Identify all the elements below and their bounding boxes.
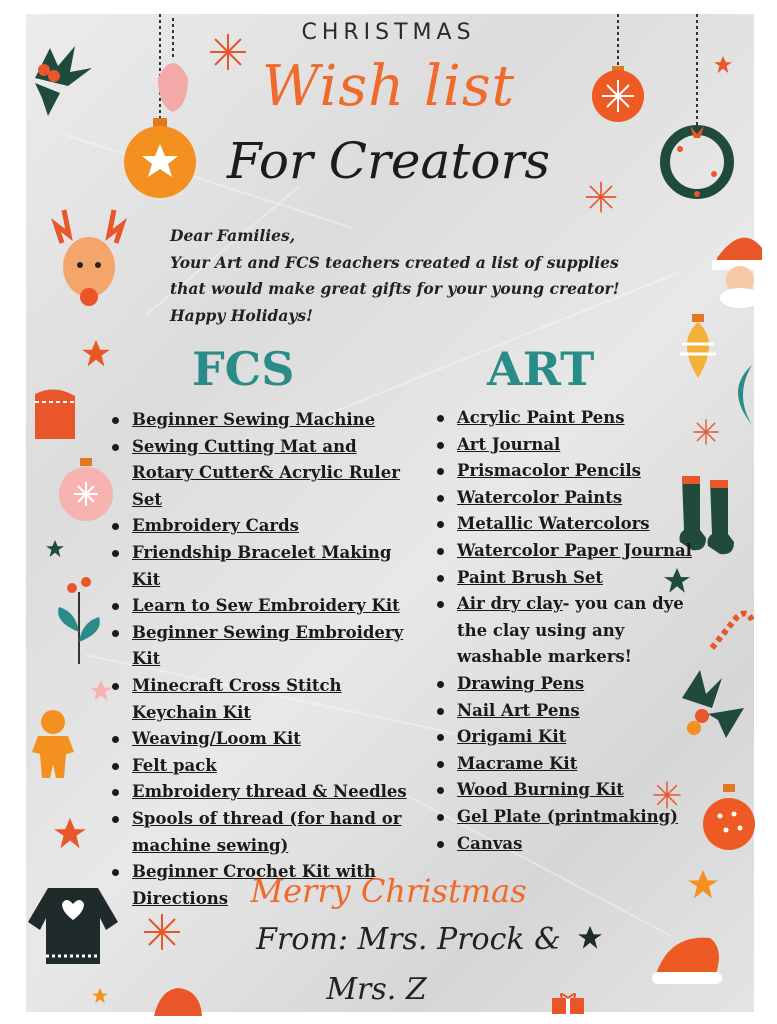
item-link[interactable]: Learn to Sew Embroidery Kit <box>132 596 400 616</box>
item-link[interactable]: Wood Burning Kit <box>457 780 624 800</box>
item-link[interactable]: Embroidery Cards <box>132 516 299 536</box>
item-link[interactable]: Watercolor Paints <box>457 487 623 507</box>
ornament-striped-icon <box>676 314 720 380</box>
item-link-air-dry-clay[interactable]: Air dry clay <box>457 594 563 614</box>
star-icon <box>90 680 112 702</box>
fcs-heading: FCS <box>192 342 295 396</box>
item-link[interactable]: Prismacolor Pencils <box>457 461 641 481</box>
item-link[interactable]: Art Journal <box>457 434 561 454</box>
mitten-icon <box>30 384 80 444</box>
list-item <box>437 405 697 432</box>
letter-line: Dear Families, <box>170 226 296 245</box>
list-item <box>112 513 422 540</box>
list-item <box>437 831 697 858</box>
list-item <box>112 673 422 726</box>
item-link[interactable]: Watercolor Paper Journal <box>457 540 692 560</box>
list-item <box>112 434 422 514</box>
list-item <box>112 753 422 780</box>
intro-letter <box>170 223 630 329</box>
list-item <box>437 432 697 459</box>
leaf-icon <box>724 360 754 430</box>
item-link[interactable]: Gel Plate (printmaking) <box>457 806 678 826</box>
item-link[interactable]: Canvas <box>457 833 523 853</box>
list-item <box>437 538 697 565</box>
fcs-list <box>112 407 422 912</box>
list-item <box>437 458 697 485</box>
merry-christmas: Merry Christmas <box>250 872 527 910</box>
item-link[interactable]: Felt pack <box>132 755 217 775</box>
item-link[interactable]: Origami Kit <box>457 727 567 747</box>
item-link[interactable]: Sewing Cutting Mat and Rotary Cutter& Acrylic Ruler Set <box>132 436 400 509</box>
list-item <box>112 620 422 673</box>
list-item <box>437 485 697 512</box>
list-item <box>437 511 697 538</box>
letter-line: Your Art and FCS teachers created a list of supplies <box>170 252 619 272</box>
item-link[interactable]: Beginner Crochet Kit with Directions <box>132 862 376 908</box>
reindeer-icon <box>44 205 134 315</box>
title-for-creators: For Creators <box>226 132 551 190</box>
list-item <box>112 593 422 620</box>
star-icon <box>54 818 86 850</box>
list-item <box>437 804 697 831</box>
title-wish-list: Wish list <box>261 54 516 119</box>
star-icon <box>82 340 110 368</box>
list-item <box>437 751 697 778</box>
list-item <box>112 806 422 859</box>
ornament-pink-icon <box>56 458 116 522</box>
item-link[interactable]: Macrame Kit <box>457 753 578 773</box>
item-link[interactable]: Paint Brush Set <box>457 567 603 587</box>
list-item <box>437 777 697 804</box>
item-link[interactable]: Drawing Pens <box>457 673 585 693</box>
title-christmas: CHRISTMAS <box>301 20 476 45</box>
item-link[interactable]: Acrylic Paint Pens <box>457 408 625 427</box>
list-item <box>112 407 422 434</box>
art-heading: ART <box>487 342 595 396</box>
candy-cane-icon <box>706 604 754 652</box>
item-link[interactable]: Weaving/Loom Kit <box>132 729 301 749</box>
santa-icon <box>712 228 762 308</box>
item-link[interactable]: Beginner Sewing Machine <box>132 410 376 429</box>
berry-branch-icon <box>54 572 104 668</box>
list-item <box>437 565 697 592</box>
letter-line: Happy Holidays! <box>170 305 313 325</box>
item-link[interactable]: Friendship Bracelet Making Kit <box>132 542 392 589</box>
list-item <box>437 671 697 698</box>
item-link[interactable]: Beginner Sewing Embroidery Kit <box>132 622 404 669</box>
item-link[interactable]: Minecraft Cross Stitch Keychain Kit <box>132 675 342 722</box>
list-item <box>437 591 697 671</box>
star-icon <box>46 540 64 558</box>
list-item <box>112 540 422 593</box>
signature-line-1: From: Mrs. Prock & <box>256 922 561 957</box>
list-item <box>112 726 422 753</box>
ornament-dotted-icon <box>702 784 756 854</box>
item-link[interactable]: Nail Art Pens <box>457 700 580 720</box>
list-item <box>437 724 697 751</box>
clay-note: - you can dye the clay using any washable markers! <box>457 594 684 667</box>
list-item <box>437 698 697 725</box>
gingerbread-icon <box>28 708 78 782</box>
list-item <box>112 779 422 806</box>
item-link[interactable]: Metallic Watercolors <box>457 514 650 534</box>
signature-line-2: Mrs. Z <box>326 972 427 1007</box>
letter-line: that would make great gifts for your young creator! <box>170 279 620 298</box>
item-link[interactable]: Embroidery thread & Needles <box>132 782 407 802</box>
art-list <box>437 405 697 857</box>
item-link[interactable]: Spools of thread (for hand or machine sewing) <box>132 808 402 855</box>
